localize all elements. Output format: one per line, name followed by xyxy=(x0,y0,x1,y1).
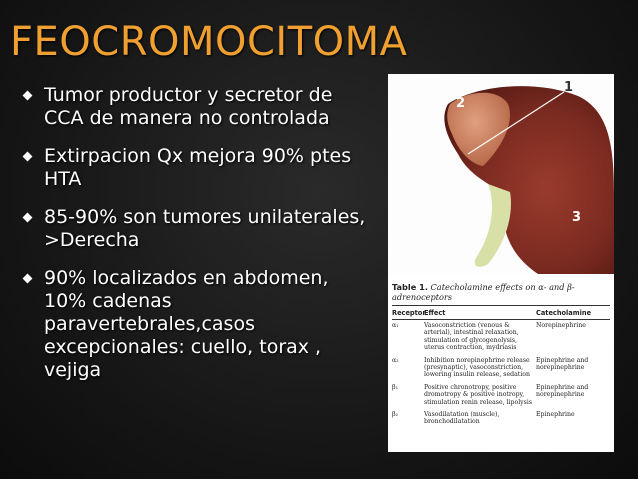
specimen-illustration xyxy=(388,74,614,274)
bullet-list xyxy=(24,84,374,397)
table-cell: α₂ xyxy=(392,356,399,364)
bullet-text: Extirpacion Qx mejora 90% ptes HTA xyxy=(44,145,352,190)
table-cell: Norepinephrine xyxy=(536,322,586,329)
bullet-icon xyxy=(23,91,33,101)
bullet-item xyxy=(24,267,374,382)
table-row xyxy=(392,320,610,355)
table-row xyxy=(392,355,610,382)
slide-title: FEOCROMOCITOMA xyxy=(10,19,408,65)
bullet-text: Tumor productor y secretor de CCA de manera no controlada xyxy=(44,84,333,129)
table-header-row xyxy=(392,306,610,320)
bullet-item xyxy=(24,145,374,191)
bullet-item xyxy=(24,206,374,252)
marker-label: 3 xyxy=(572,210,582,225)
table-cell: β₂ xyxy=(392,411,399,419)
bullet-item xyxy=(24,84,374,130)
table-cell: β₁ xyxy=(392,383,399,391)
table-cell: Vasoconstriction (venous & arterial), intestinal relaxation, stimulation of glycogenolysis, uterus contraction, mydriasis xyxy=(424,322,519,352)
bullet-icon xyxy=(23,152,33,162)
table-header-cell: Receptor xyxy=(392,309,426,317)
table-row xyxy=(392,382,610,409)
bullet-text: 85-90% son tumores unilaterales, >Derecha xyxy=(44,206,366,251)
table-label: Table 1. xyxy=(392,282,428,292)
table-cell: α₁ xyxy=(392,322,399,329)
bullet-text: 90% localizados en abdomen, 10% cadenas paravertebrales,casos excepcionales: cuello, torax , vejiga xyxy=(44,267,329,381)
adrenal-specimen-photo xyxy=(388,74,614,274)
bullet-icon xyxy=(23,274,33,284)
bullet-icon xyxy=(23,213,33,223)
figure-panel xyxy=(388,74,614,452)
table-cell: Vasodilatation (muscle), bronchodilatation xyxy=(424,411,500,426)
table-cell: Epinephrine xyxy=(536,411,575,419)
table-header-cell: Effect xyxy=(424,309,446,317)
table-cell: Inhibition norepinephrine release (presynaptic), vasoconstriction, lowering insulin release, sedation xyxy=(424,356,530,379)
table-caption-text: Catecholamine effects on α- and β-adrenoceptors xyxy=(392,282,575,302)
catecholamine-table xyxy=(392,282,610,429)
marker-label: 2 xyxy=(456,96,466,111)
table-header-cell: Catecholamine xyxy=(536,309,592,317)
table-caption xyxy=(392,282,610,302)
table-cell: Positive chronotropy, positive dromotropy & positive inotropy, stimulation renin release, lipolysis xyxy=(424,383,533,406)
table-cell: Epinephrine and norepinephrine xyxy=(536,383,589,399)
marker-label: 1 xyxy=(564,80,574,95)
table-cell: Epinephrine and norepinephrine xyxy=(536,356,589,372)
table-row xyxy=(392,409,610,429)
